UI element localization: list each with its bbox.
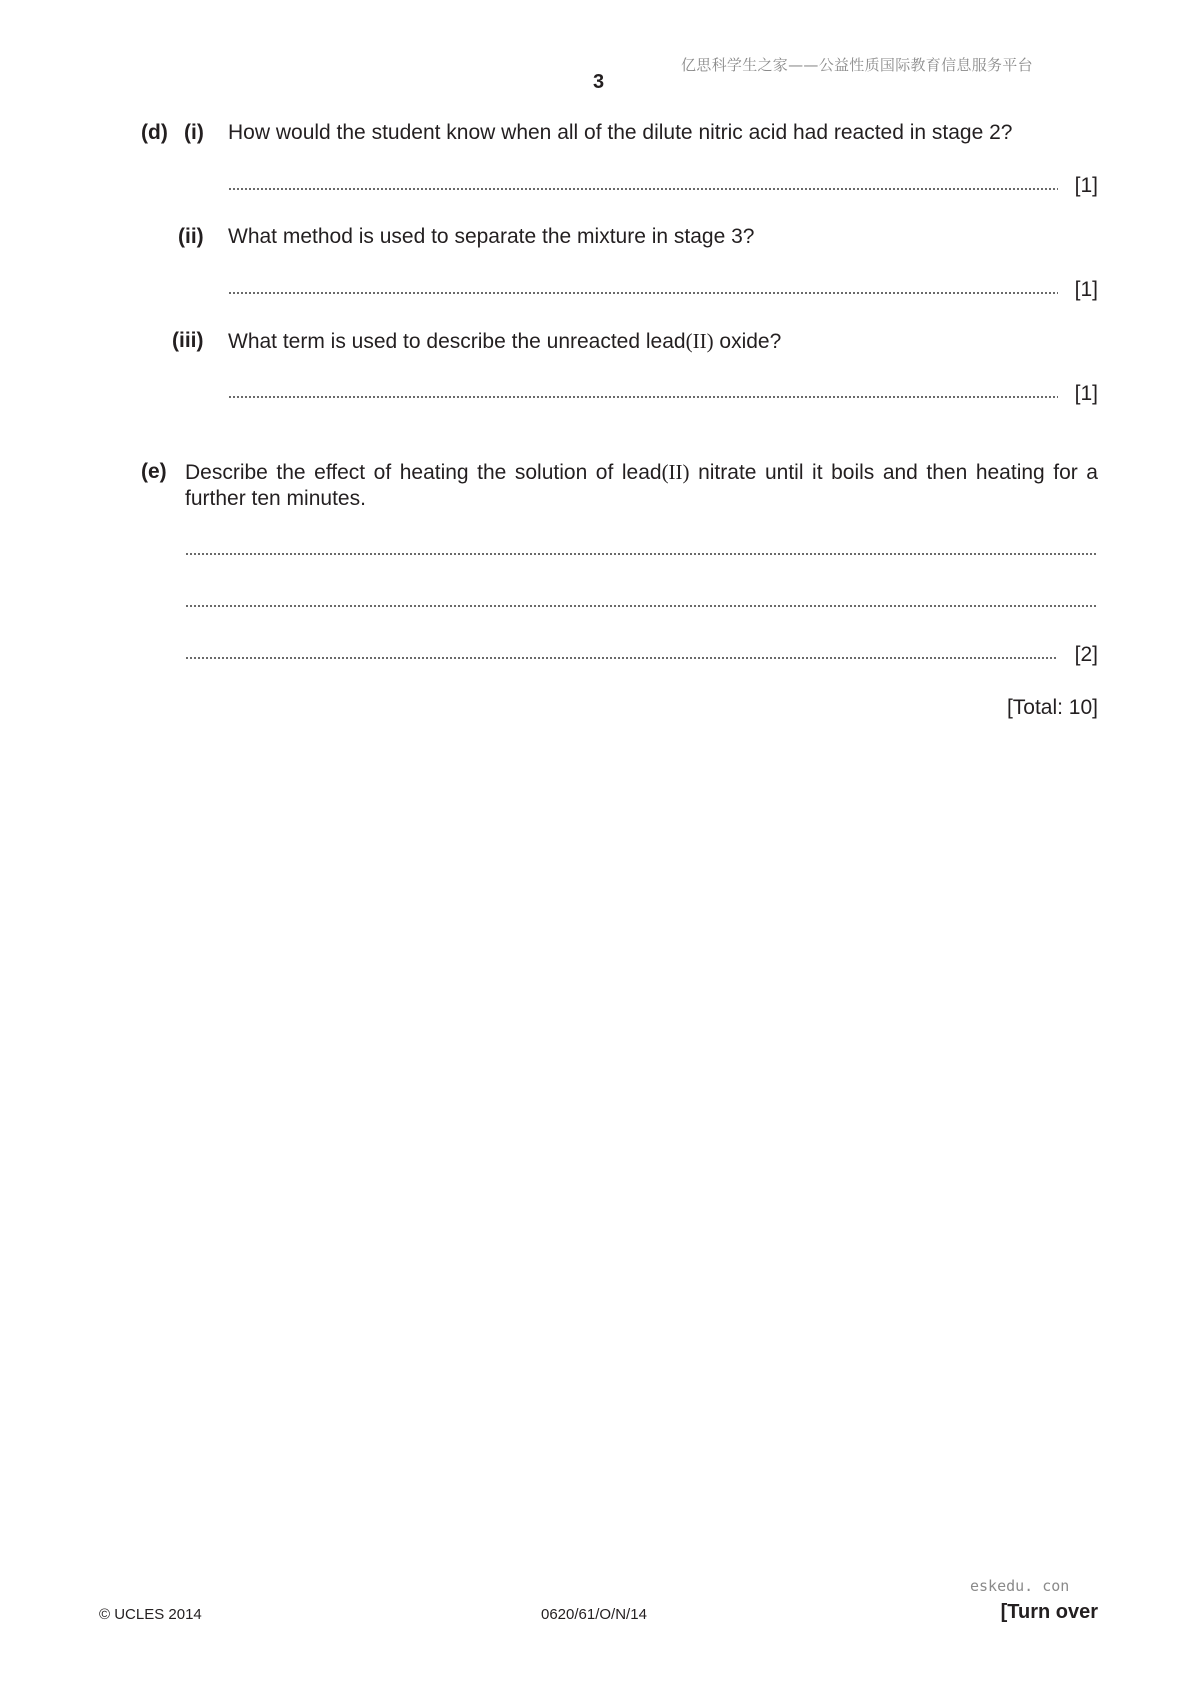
answer-line-d-ii[interactable] — [228, 278, 1098, 304]
mark-d-i: [1] — [1074, 174, 1098, 197]
mark-e: [2] — [1074, 643, 1098, 666]
question-e-label: (e) — [141, 460, 167, 483]
page-number: 3 — [593, 71, 605, 93]
answer-dots — [228, 187, 1058, 191]
answer-line-e-2[interactable] — [185, 591, 1098, 617]
question-d-iii-text: What term is used to describe the unreacted lead(II) oxide? — [228, 329, 782, 353]
question-d-ii-text: What method is used to separate the mixture in stage 3? — [228, 225, 755, 248]
mark-d-iii: [1] — [1074, 382, 1098, 405]
answer-line-e-3[interactable] — [185, 643, 1098, 669]
header-watermark: 亿思科学生之家——公益性质国际教育信息服务平台 — [681, 56, 1033, 74]
answer-dots — [185, 604, 1096, 608]
answer-dots — [228, 291, 1058, 295]
mark-d-ii: [1] — [1074, 278, 1098, 301]
question-d-i-text: How would the student know when all of the dilute nitric acid had reacted in stage 2? — [228, 121, 1013, 144]
turn-over: [Turn over — [1000, 1601, 1098, 1623]
question-d-ii-label: (ii) — [178, 225, 204, 248]
answer-line-d-i[interactable] — [228, 174, 1098, 200]
question-d-label: (d) — [141, 121, 168, 144]
question-e-text: Describe the effect of heating the solution of lead(II) nitrate until it boils and then heating for a further ten minutes. — [185, 460, 1098, 510]
answer-dots — [185, 656, 1058, 660]
question-d-i-label: (i) — [184, 121, 204, 144]
question-d-iii-label: (iii) — [172, 329, 204, 352]
copyright: © UCLES 2014 — [99, 1606, 202, 1623]
footer-watermark: eskedu. con — [970, 1577, 1070, 1595]
total-marks: [Total: 10] — [1006, 696, 1098, 719]
paper-code: 0620/61/O/N/14 — [541, 1606, 647, 1623]
answer-dots — [228, 395, 1058, 399]
answer-dots — [185, 552, 1096, 556]
answer-line-e-1[interactable] — [185, 539, 1098, 565]
answer-line-d-iii[interactable] — [228, 382, 1098, 408]
